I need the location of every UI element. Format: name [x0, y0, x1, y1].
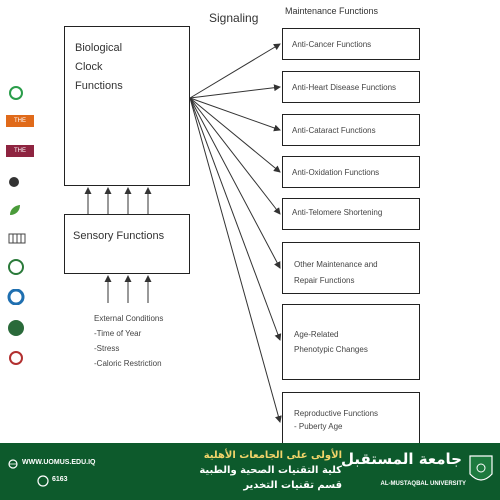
arrow-to-function-6 — [190, 98, 280, 268]
aging-diagram — [40, 0, 500, 443]
institution-logo — [6, 231, 34, 250]
arrow-to-function-2 — [190, 87, 280, 98]
leaf-icon — [6, 203, 34, 217]
university-name-arabic: جامعة المستقبل — [340, 450, 462, 468]
crest-logo — [6, 319, 34, 342]
biological-clock-box — [64, 26, 190, 186]
sdg-wheel-icon — [6, 289, 34, 305]
signaling-label: Signaling — [209, 11, 259, 25]
function-box-age-related: Age-Related Phenotypic Changes — [282, 304, 420, 380]
bullet-logo — [6, 175, 34, 194]
tagline-line-1: الأولى على الجامعات الأهلية — [203, 450, 342, 461]
website-link[interactable]: WWW.UOMUS.EDU.IQ — [22, 459, 96, 466]
phone-number: 6163 — [52, 476, 68, 483]
crest-icon — [6, 319, 34, 337]
greenmetric-logo — [6, 203, 34, 222]
sdg-logo — [6, 289, 34, 310]
arrow-to-function-3 — [190, 98, 280, 130]
bottom-logo — [6, 351, 34, 370]
function-box-anti-oxidation: Anti-Oxidation Functions — [282, 156, 420, 188]
function-box-other-maintenance: Other Maintenance and Repair Functions — [282, 242, 420, 294]
university-name-english: AL-MUSTAQBAL UNIVERSITY — [380, 481, 466, 487]
building-icon — [6, 231, 34, 245]
arrow-to-function-7 — [190, 98, 280, 340]
external-conditions: External Conditions -Time of Year -Stress -Caloric Restriction — [94, 314, 164, 368]
glue-logo — [6, 85, 34, 106]
university-crest-icon — [468, 454, 494, 488]
tagline-line-2: كلية التقنيات الصحية والطبية — [199, 465, 342, 476]
maintenance-heading: Maintenance Functions — [285, 6, 379, 16]
biological-clock-label: Biological Clock Functions — [75, 42, 123, 92]
arrow-to-function-1 — [190, 44, 280, 98]
function-box-anti-cataract: Anti-Cataract Functions — [282, 114, 420, 146]
sensory-functions-label: Sensory Functions — [73, 230, 165, 242]
arrow-to-function-8 — [190, 98, 280, 422]
function-box-anti-cancer: Anti-Cancer Functions — [282, 28, 420, 60]
accreditation-sidebar — [0, 75, 40, 375]
glue-logo-icon — [6, 85, 34, 101]
emblem-icon — [6, 351, 34, 365]
function-box-anti-telomere: Anti-Telomere Shortening — [282, 198, 420, 230]
phone-icon — [37, 475, 49, 487]
seal-icon — [6, 259, 34, 275]
sensory-functions-box — [64, 214, 190, 274]
arrow-to-function-5 — [190, 98, 280, 214]
globe-icon — [8, 459, 22, 469]
university-footer — [0, 443, 500, 500]
the-impact-logo: THE — [6, 145, 34, 157]
seal-logo — [6, 259, 34, 280]
tagline-line-3: قسم تقنيات التخدير — [243, 480, 342, 491]
function-box-reproductive: Reproductive Functions - Puberty Age — [282, 392, 420, 452]
function-box-anti-heart-disease: Anti-Heart Disease Functions — [282, 71, 420, 103]
the-logo: THE — [6, 115, 34, 127]
